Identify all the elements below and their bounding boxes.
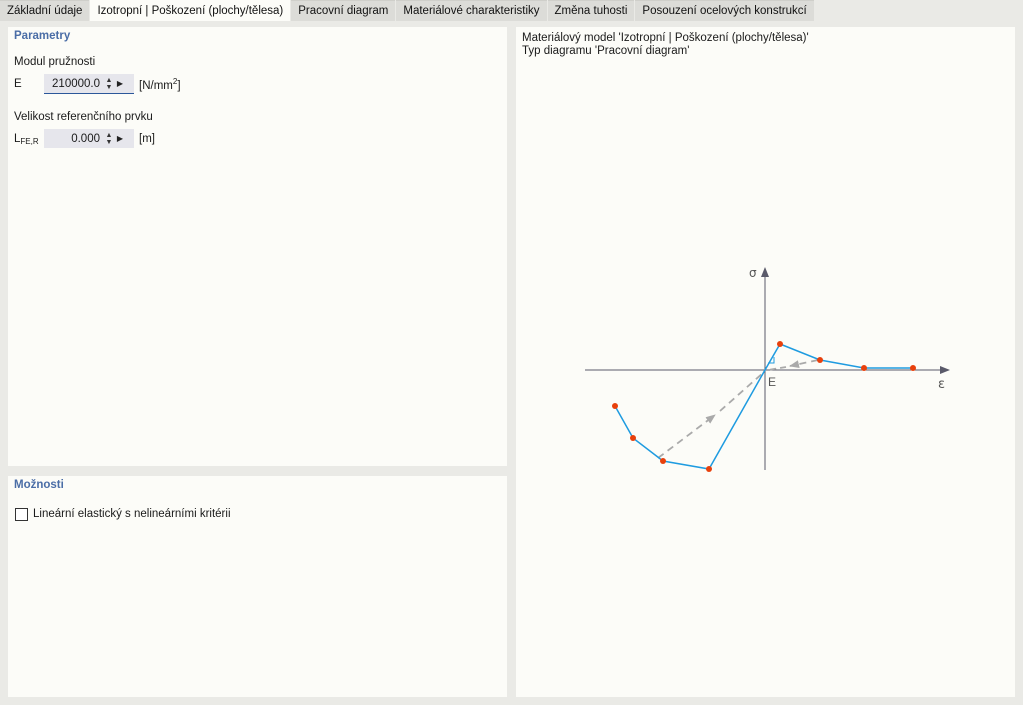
spin-down-icon[interactable]: ▼ (105, 138, 113, 146)
tab-materialove-charakteristiky[interactable]: Materiálové charakteristiky (396, 0, 546, 21)
stress-strain-curve (615, 344, 913, 469)
epsilon-axis-label: ε (938, 377, 946, 392)
tab-izotropni-poskozeni[interactable]: Izotropní | Poškození (plochy/tělesa) (90, 0, 290, 21)
parameters-title: Parametry (14, 30, 71, 42)
l-unit-label: [m] (139, 133, 155, 145)
tab-bar (0, 0, 1023, 21)
tab-zakladni-udaje[interactable]: Základní údaje (0, 0, 89, 21)
l-play-icon[interactable]: ▶ (116, 134, 124, 143)
l-spin-arrows[interactable] (104, 132, 114, 146)
curve-point (817, 357, 823, 363)
curve-point (777, 341, 783, 347)
e-spin-arrows[interactable] (104, 77, 114, 91)
options-title: Možnosti (14, 479, 64, 491)
e-modulus-stepper[interactable] (44, 74, 134, 94)
linear-elastic-checkbox[interactable] (15, 508, 28, 521)
reference-size-heading: Velikost referenčního prvku (14, 111, 153, 123)
e-play-icon[interactable]: ▶ (116, 79, 124, 88)
curve-point (910, 365, 916, 371)
diagram-model-text: Materiálový model 'Izotropní | Poškození (plochy/tělesa)' (522, 32, 809, 44)
curve-point (660, 458, 666, 464)
l-fer-value[interactable]: 0.000 (71, 132, 100, 145)
e-unit-label: $[N/mm^2]$ (139, 77, 181, 92)
diagram-type-text: Typ diagramu 'Pracovní diagram' (522, 45, 690, 57)
parameters-panel (8, 27, 507, 466)
l-fer-stepper[interactable] (44, 129, 134, 148)
linear-elastic-label[interactable]: Lineární elastický s nelineárními kritérii (33, 508, 231, 520)
l-symbol-label: $L_{FE,R}$ (14, 133, 39, 146)
tab-pracovni-diagram[interactable]: Pracovní diagram (291, 0, 395, 21)
spin-up-icon[interactable]: ▲ (105, 76, 113, 84)
unload-path-lower-rest (720, 372, 764, 411)
stress-strain-diagram (516, 27, 1015, 697)
tab-posouzeni-ocelovych-konstrukci[interactable]: Posouzení ocelových konstrukcí (635, 0, 813, 21)
e-modulus-value[interactable]: 210000.0 (52, 77, 100, 90)
curve-point (861, 365, 867, 371)
unload-path-upper (790, 360, 818, 366)
spin-down-icon[interactable]: ▼ (105, 83, 113, 91)
origin-e-label: E (768, 375, 777, 389)
curve-point (630, 435, 636, 441)
e-symbol-label: E (14, 78, 22, 90)
spin-up-icon[interactable]: ▲ (105, 131, 113, 139)
options-panel (8, 476, 507, 697)
tab-zmena-tuhosti[interactable]: Změna tuhosti (548, 0, 635, 21)
unload-path-lower (658, 415, 715, 458)
modulus-heading: Modul pružnosti (14, 56, 96, 68)
diagram-panel (516, 27, 1015, 697)
sigma-axis-label: σ (749, 266, 757, 280)
curve-point (706, 466, 712, 472)
curve-point (612, 403, 618, 409)
